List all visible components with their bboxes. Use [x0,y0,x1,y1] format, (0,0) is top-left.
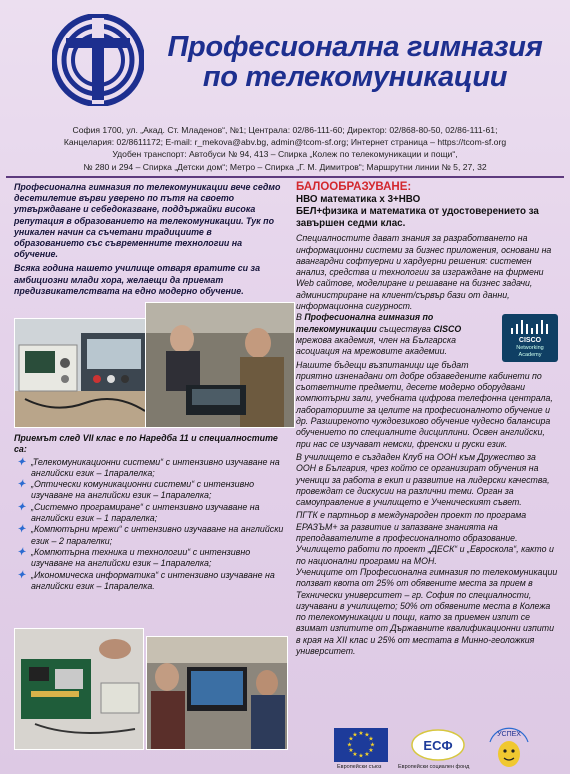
header-divider [6,176,564,178]
quota-paragraph: Учениците от Професионална гимназия по телекомуникации ползват квота от 25% от обявените места за прием в Технически университет – гр. София по специалности, изучавани в училището; 50% от обявените места в Колежа по телекомуникации и пощи, като за приемен изпит се взимат изпитите от Държавните квалификационни изпити в края на XII клас и 25% от местата в Минно-геоложкия университет. [296,566,558,656]
uspeh-text: УСПЕХ [497,731,521,738]
specialties-paragraph: Специалностите дават знания за разработването на информационни системи за бизнес приложения, основани на авангардни софтуерни и хардуерни решения: системен анализ, средства и технологии за изграждане на фирмени Web сайтове, моделиране и решаване на бизнес задачи, администриране на клиент/сървър бази от данни, информационна сигурност. [296,233,552,312]
star-bullet-icon: ✦ [17,456,26,468]
cisco-line-1: Networking [516,345,544,352]
specialty-text: „Телекомуникационни системи“ с интензивно изучаване на английски език – 1паралелка; [31,456,280,478]
cisco-line-2: Academy [518,351,542,358]
specialties-list [14,457,286,593]
list-item [14,547,286,570]
cisco-prefix: В [296,312,305,323]
specialty-text: „Системно програмиране“ с интензивно изучаване на английски език – 1 паралелка; [31,501,260,524]
svg-text:★: ★ [369,741,376,749]
lab-equipment-photo [14,318,154,428]
star-bullet-icon: ✦ [17,524,26,536]
svg-text:★: ★ [348,735,354,743]
svg-text:★: ★ [358,752,364,760]
contact-address: София 1700, ул. „Акад. Ст. Младенов“, №1; Централа: 02/86-111-60; Директор: 02/868-80-50, 02/86-111-61; [72,125,498,135]
circuit-board-photo [14,628,144,750]
computer-room-photo [146,636,288,750]
esf-caption: Европейски социален фонд [398,764,470,770]
specialty-text: „Оптически комуникационни системи“ с интензивно изучаване на английски език – 1паралелка; [31,479,255,501]
un-club-paragraph: В училището е създаден Клуб на ООН към Дружество за ООН в България, чрез който се организират обучения на ученици за работа в екип и развитие на лидерски качества, провеждат се дискусии на различни теми. Орган за самоуправление в училището е Ученическият съвет. [296,451,550,508]
svg-text:★: ★ [358,730,364,737]
eu-flag-icon [334,728,388,762]
list-item [14,570,286,593]
title-line-1: Професионална гимназия [167,31,543,63]
list-item [14,457,286,480]
specialty-text: „Икономическа информатика“ с интензивно изучаване на английски език – 1паралелка. [31,569,275,591]
cisco-subtitle [502,345,558,358]
svg-text:★: ★ [364,751,370,758]
ball-line-2: БЕЛ+физика и математика от удостоверението за завършен седми клас. [296,206,539,230]
contact-transport-2: № 280 и 294 – Спирка „Детски дом“; Метро – Спирка „Г. М. Димитров“; Маршрутни линии № 5, 27, 32 [83,161,487,172]
esf-text: ЕСФ [423,738,453,753]
star-bullet-icon: ✦ [17,479,26,491]
svg-text:★: ★ [364,731,370,739]
star-bullet-icon: ✦ [17,569,26,581]
contact-info [6,124,564,173]
facilities-paragraph: Нашите бъдещи възпитаници ще бъдат приятно изненадани от добре обзаведените кабинети по съответните предмети, десете модерно оборудвани компютърни зали, учебната цифрова телефонна централа, лабораториите за целите на професионалното обучение и др. Разширеното чуждоезиково обучение чудесно балансира обучението по специалните дисциплини. Освен английски, при нас се изучават немски, френски и руски език. [296,359,553,449]
svg-text:★: ★ [368,747,374,754]
title-line-2: по телекомуникации [202,61,508,93]
svg-text:★: ★ [348,747,354,754]
svg-text:★: ★ [368,735,374,743]
team-lab-photo [145,302,295,428]
specialty-text: „Компютърни мрежи“ с интензивно изучаване на английски език – 2 паралелки; [31,524,284,546]
school-logo [52,14,144,106]
cisco-networking-academy-logo [502,314,558,362]
ball-heading: БАЛООБРАЗУВАНЕ: [296,181,412,193]
cisco-rest: мрежова академия, член на Българска асоциация на мрежовите академии. [296,334,456,357]
specialty-text: „Компютърна техника и технологии“ с интензивно изучаване на английски език – 1паралелка; [31,546,251,569]
school-title [155,32,555,92]
intro-text [14,182,284,297]
star-bullet-icon: ✦ [17,501,26,513]
erasmus-paragraph: ПГТК е партньор в международен проект по програма ЕРАЗЪМ+ за развитие и запазване знанията на преподавателите в професионалното образование. Училището работи по проект „ДЕСК“ и „Евроскола“, както и по национални програми на МОН. [296,510,554,566]
admission-section [14,433,286,592]
svg-text:★: ★ [352,751,358,758]
list-item [14,524,286,547]
school-name-bold: Професионална гимназия по телекомуникации [296,312,434,334]
cisco-name: CISCO [518,337,542,345]
uspeh-logo [484,722,534,770]
eu-caption: Европейски съюз [337,764,382,770]
esf-logo [410,728,466,762]
contact-email: Канцелария: 02/8611172; E-mail: r_mekova@abv.bg, admin@tcom-sf.org; Интернет страница – https://tcom-sf.org [63,137,507,148]
svg-text:★: ★ [352,731,358,739]
admission-heading: Приемът след VII клас е по Наредба 11 и специалностите са: [14,433,278,455]
contact-transport: Удобен транспорт: Автобуси № 94, 413 – Спирка „Колеж по телекомуникации и пощи“, [112,149,458,160]
intro-paragraph-1: Професионална гимназия по телекомуникации вече седмо десетилетие върви уверено по пътя на своето утвърждаване и себедоказване, поддържайки висока репутация в образованието на телекомуникации. Тук по уникален начин са съчетани традициите в образованието със съвременните технологии на обучение. [14,182,281,260]
intro-paragraph-2: Всяка година нашето училище отваря вратите си за амбициозни млади хора, желаещи да приемат предизвикателствата на едно модерно обучение. [14,263,261,296]
right-column [296,182,558,657]
ball-line-1: НВО математика х 3+НВО [296,194,421,206]
cisco-mid: съществува [376,323,434,334]
star-bullet-icon: ✦ [17,546,26,558]
list-item [14,479,286,502]
svg-text:★: ★ [346,741,353,749]
list-item [14,502,286,525]
cisco-bold: CISCO [433,323,462,334]
cisco-bars-icon [510,320,550,334]
